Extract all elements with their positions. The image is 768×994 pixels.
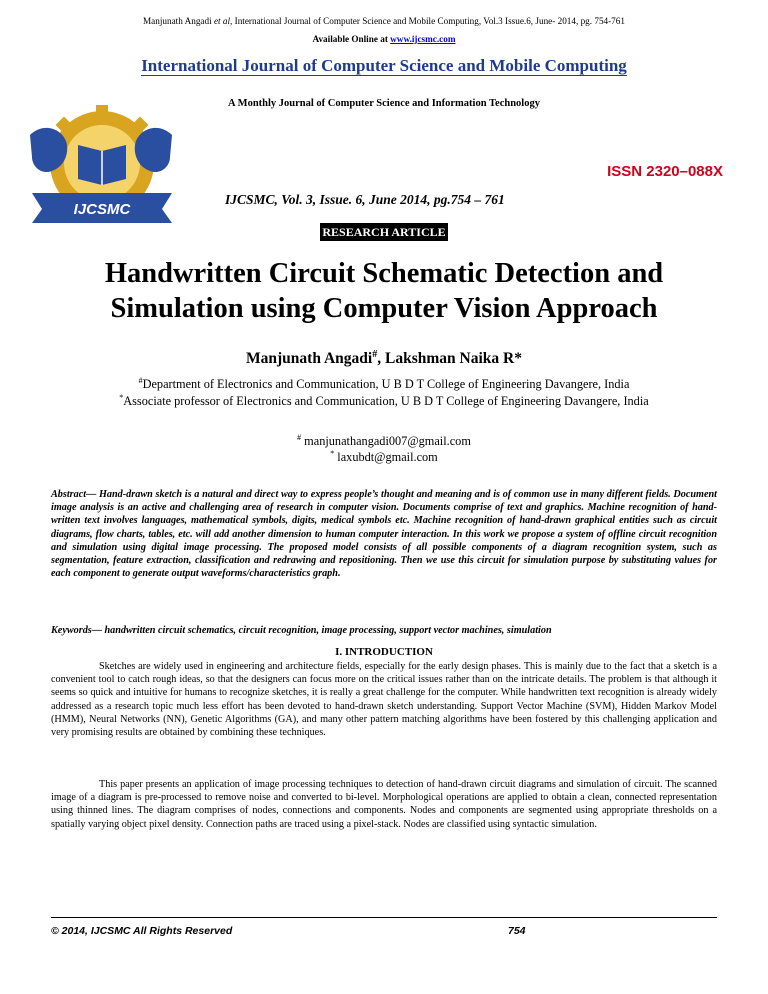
keywords bbox=[51, 624, 717, 637]
keywords-label: Keywords bbox=[51, 625, 92, 636]
abstract-text: — Hand-drawn sketch is a natural and direct way to express people’s thought and meaning and is of common use in many different fields. Document image analysis is an active and challenging area of research in computer vision. Documents comprise of text and graphics. Machine recognition of hand-written text involves languages, mathematical symbols, digits, medical symbols etc. Machine recognition of hand-drawn graphical entities such as circuit diagrams, flow charts, tables, etc. will add another dimension to human computer interaction. In this work we propose a system of offline circuit recognition and simulation using digital image processing. The proposed model consists of all possible components of a diagram recognition system, such as segmentation, feature extraction, classification and redrawing and repositioning. Then we use this circuit for simulation purpose by substituting values for each component to generate output waveforms/characteristics graph. bbox=[51, 489, 717, 580]
paper-title-line: Handwritten Circuit Schematic Detection and bbox=[104, 258, 664, 289]
affiliation-1: #Department of Electronics and Communication, U B D T College of Engineering Davangere, India bbox=[138, 375, 630, 391]
logo-book-icon bbox=[78, 145, 126, 185]
footer-divider bbox=[51, 917, 717, 918]
section-heading: I. INTRODUCTION bbox=[335, 646, 433, 658]
journal-logo bbox=[22, 105, 207, 235]
keywords-text: — handwritten circuit schematics, circuit recognition, image processing, support vector machines, simulation bbox=[91, 625, 552, 636]
abstract bbox=[51, 488, 717, 580]
copyright: © 2014, IJCSMC All Rights Reserved bbox=[51, 925, 233, 937]
intro-paragraph-1: Sketches are widely used in engineering and architecture fields, especially for the early design phases. This is mainly due to the fact that a sketch is a convenient tool to catch rough ideas, so that the designers can focus more on the critical issues rather than on the intricate details. The problem is that although it seems so quick and intuitive for humans to recognize sketches, it is really a great challenge for the computer. While handwritten text recognition is already widely addressed as a research topic much less effort has been devoted to hand-drawn sketch understanding. Support Vector Machine (SVM), Hidden Markov Model (HMM), Neural Networks (NN), Genetic Algorithms (GA), and many other pattern matching algorithms have been fostered by this challenging application and very promising results are obtained by combining these techniques. bbox=[51, 661, 717, 739]
intro-paragraph-2: This paper presents an application of image processing techniques to detection of hand-drawn circuit diagrams and simulation of circuit. The scanned image of a diagram is pre-processed to remove noise and converted to bi-level. Morphological operations are applied to obtain a clean, connected representation using thinned lines. The diagram comprises of nodes, connections and components. Nodes and components are segmented using appropriate thresholds on a spatially varying object pixel density. Connection paths are traced using a pixel-stack. Nodes are classified using syntactic simulation. bbox=[51, 779, 717, 830]
journal-title: International Journal of Computer Science and Mobile Computing bbox=[141, 56, 627, 75]
affiliation-2: *Associate professor of Electronics and Communication, U B D T College of Engineering Davangere, India bbox=[119, 392, 649, 408]
journal-website-link[interactable]: www.ijcsmc.com bbox=[390, 34, 456, 44]
authors: Manjunath Angadi#, Lakshman Naika R* bbox=[246, 348, 522, 367]
citation: IJCSMC, Vol. 3, Issue. 6, June 2014, pg.754 – 761 bbox=[225, 192, 505, 207]
abstract-label: Abstract bbox=[51, 489, 87, 500]
email-1[interactable]: # manjunathangadi007@gmail.com bbox=[297, 432, 471, 448]
availability-line: Available Online at www.ijcsmc.com bbox=[312, 34, 456, 44]
journal-subtitle: A Monthly Journal of Computer Science and Information Technology bbox=[228, 98, 540, 109]
emails bbox=[0, 433, 768, 465]
article-type-badge: RESEARCH ARTICLE bbox=[320, 223, 448, 241]
logo-text: IJCSMC bbox=[73, 201, 131, 218]
email-2[interactable]: * laxubdt@gmail.com bbox=[330, 448, 438, 464]
issn: ISSN 2320–088X bbox=[607, 163, 723, 180]
paper-title-line: Simulation using Computer Vision Approach bbox=[110, 293, 658, 324]
running-head: Manjunath Angadi et al, International Journal of Computer Science and Mobile Computing, Vol.3 Issue.6, June- 2014, pg. 754-761 bbox=[143, 16, 625, 26]
paper-title bbox=[0, 256, 768, 326]
page-number: 754 bbox=[508, 925, 526, 937]
affiliations bbox=[0, 376, 768, 410]
